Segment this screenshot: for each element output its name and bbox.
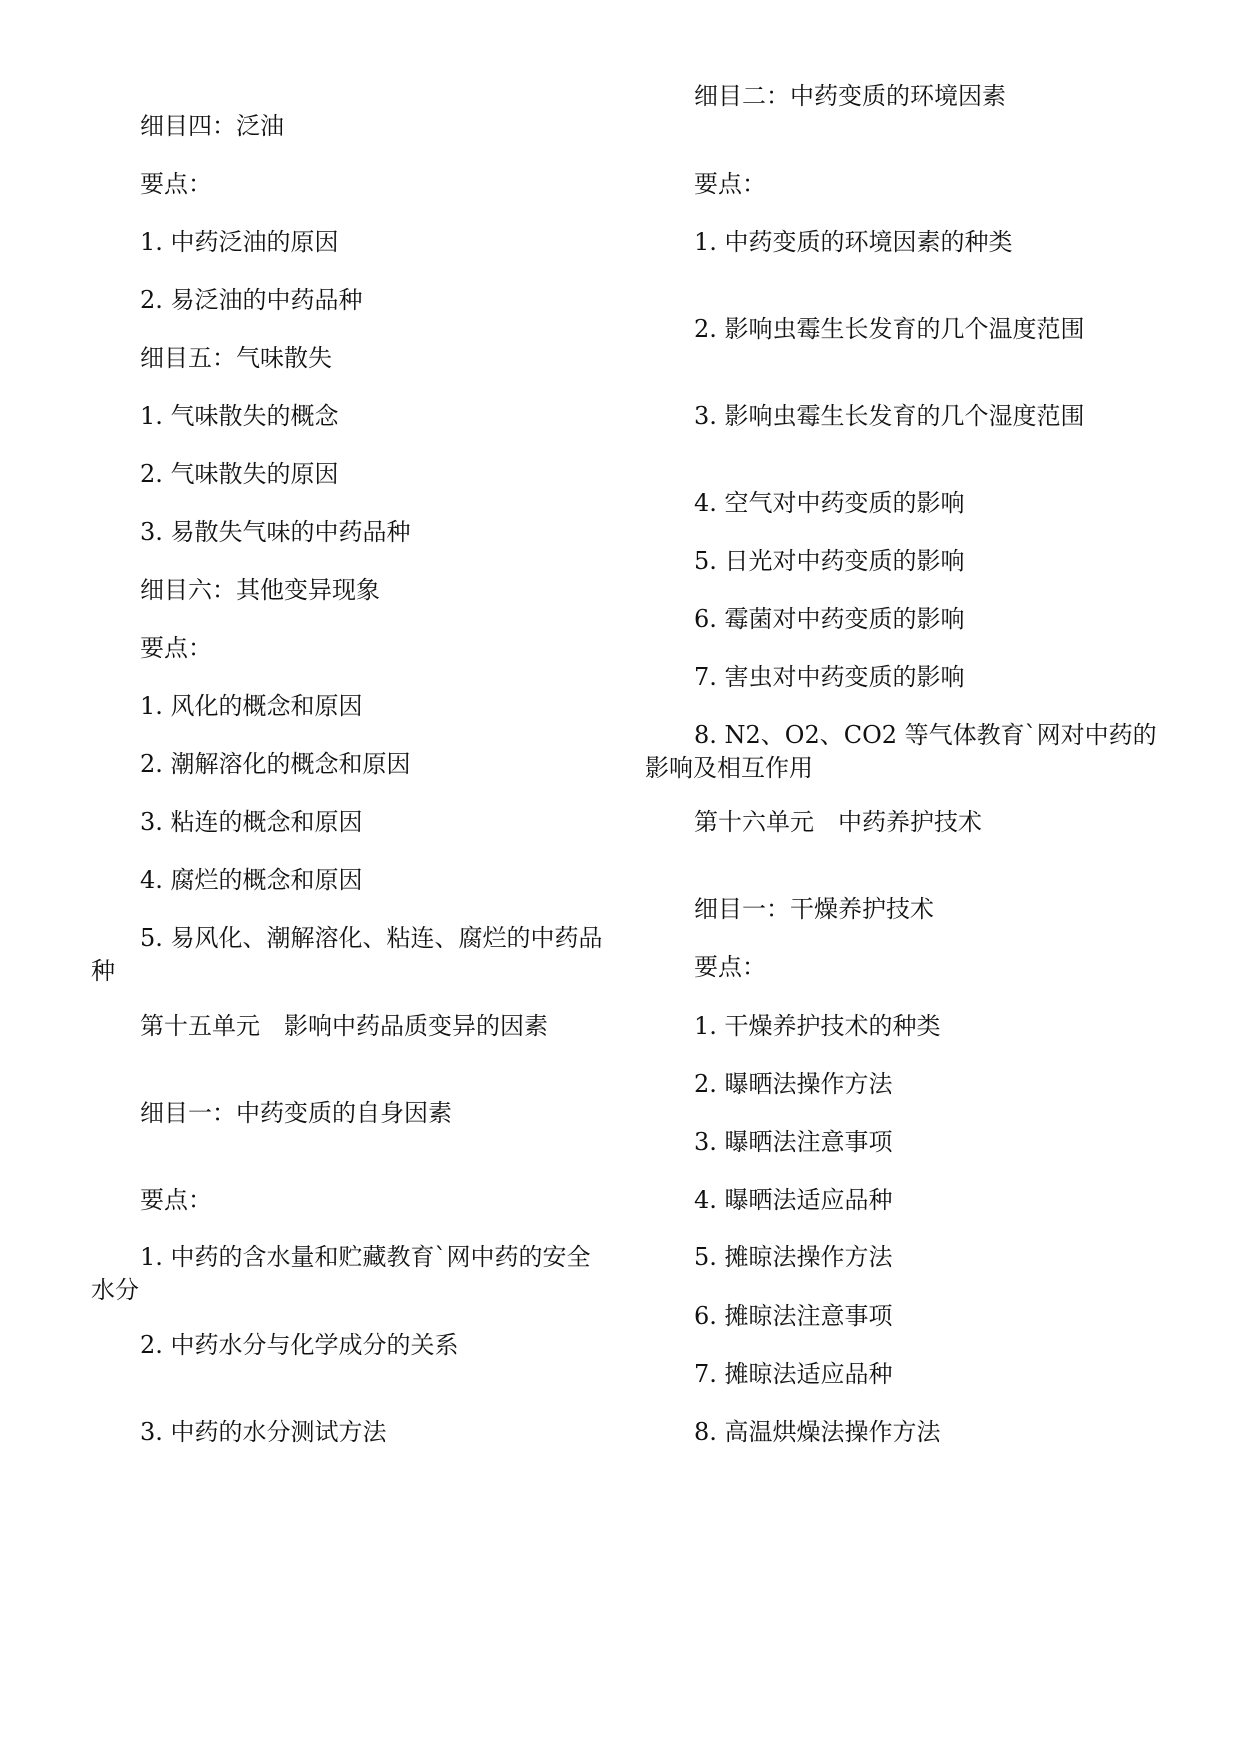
list-item: 4. 腐烂的概念和原因 [140,866,363,894]
list-item: 2. 易泛油的中药品种 [140,286,363,314]
list-item: 1. 中药变质的环境因素的种类 [694,228,1013,256]
heading-ximu-5: 细目五：气味散失 [140,344,332,372]
list-item: 7. 害虫对中药变质的影响 [694,663,965,691]
list-item: 1. 气味散失的概念 [140,402,339,430]
unit-heading-15: 第十五单元 影响中药品质变异的因素 [140,1012,548,1040]
list-item: 2. 气味散失的原因 [140,460,339,488]
list-item: 3. 曝晒法注意事项 [694,1128,893,1156]
list-item: 2. 中药水分与化学成分的关系 [140,1331,459,1359]
heading-ximu-4: 细目四：泛油 [140,112,284,140]
list-item: 1. 干燥养护技术的种类 [694,1012,941,1040]
list-item: 1. 风化的概念和原因 [140,692,363,720]
list-item: 3. 易散失气味的中药品种 [140,518,411,546]
list-item: 1. 中药泛油的原因 [140,228,339,256]
list-item: 6. 霉菌对中药变质的影响 [694,605,965,633]
list-item: 2. 影响虫霉生长发育的几个温度范围 [694,315,1085,343]
list-item: 5. 日光对中药变质的影响 [694,547,965,575]
list-item: 2. 曝晒法操作方法 [694,1070,893,1098]
label-yaodian: 要点： [694,953,766,981]
list-item: 3. 中药的水分测试方法 [140,1418,387,1446]
list-item: 3. 影响虫霉生长发育的几个湿度范围 [694,402,1085,430]
heading-ximu-2: 细目二：中药变质的环境因素 [694,82,1006,110]
label-yaodian: 要点： [694,170,766,198]
heading-ximu-1: 细目一：中药变质的自身因素 [140,1099,452,1127]
heading-ximu-1: 细目一：干燥养护技术 [694,895,934,923]
list-item: 3. 粘连的概念和原因 [140,808,363,836]
label-yaodian: 要点： [140,1186,212,1214]
unit-heading-16: 第十六单元 中药养护技术 [694,808,982,836]
label-yaodian: 要点： [140,634,212,662]
label-yaodian: 要点： [140,170,212,198]
list-item: 1. 中药的含水量和贮藏教育`网中药的安全水分 [91,1243,591,1304]
list-item: 8. N2、O2、CO2 等气体教育`网对中药的影响及相互作用 [645,721,1157,782]
list-item: 4. 曝晒法适应品种 [694,1186,893,1214]
list-item: 6. 摊晾法注意事项 [694,1302,893,1330]
list-item: 2. 潮解溶化的概念和原因 [140,750,411,778]
list-item: 5. 摊晾法操作方法 [694,1243,893,1271]
list-item: 7. 摊晾法适应品种 [694,1360,893,1388]
list-item: 5. 易风化、潮解溶化、粘连、腐烂的中药品种 [91,924,603,985]
heading-ximu-6: 细目六：其他变异现象 [140,576,380,604]
list-item: 8. 高温烘燥法操作方法 [694,1418,941,1446]
list-item: 4. 空气对中药变质的影响 [694,489,965,517]
